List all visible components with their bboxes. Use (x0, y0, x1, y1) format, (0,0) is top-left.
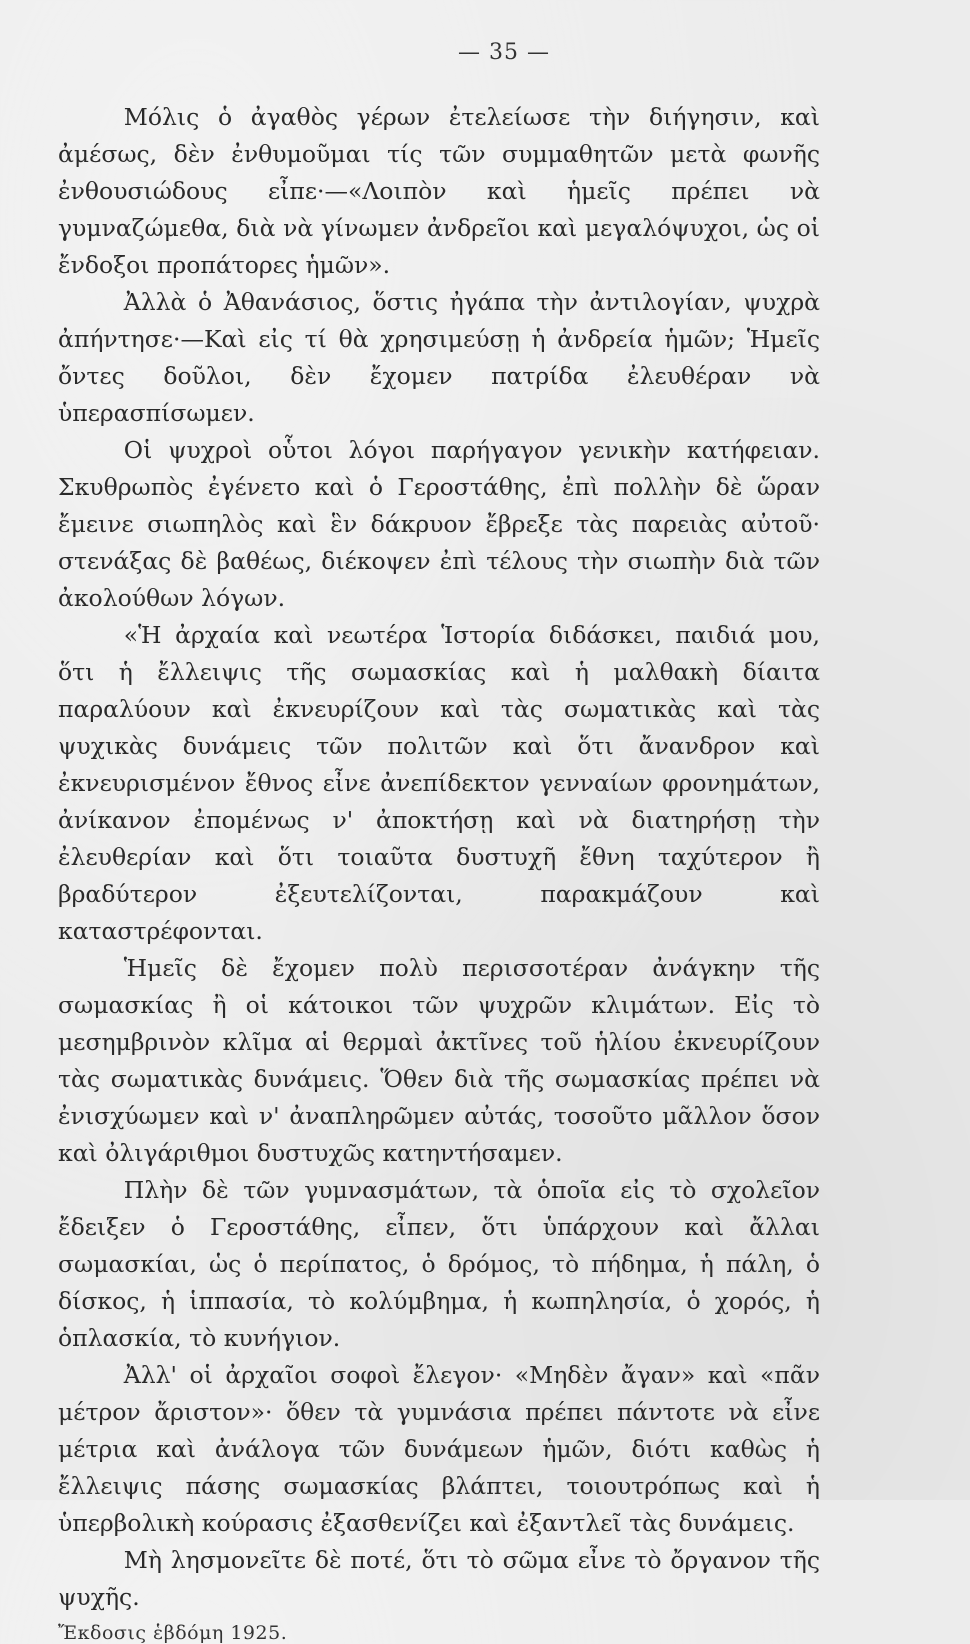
paragraph-6: Πλὴν δὲ τῶν γυμνασμάτων, τὰ ὁποῖα εἰς τὸ σχολεῖον ἔδειξεν ὁ Γεροστάθης, εἶπεν, ὅτι ὑπάρχουν καὶ ἄλλαι σωμασκίαι, ὡς ὁ περίπατος, ὁ δρόμος, τὸ πήδημα, ἡ πάλη, ὁ δίσκος, ἡ ἱππασία, τὸ κολύμβημα, ἡ κωπηλησία, ὁ χορός, ἡ ὁπλασκία, τὸ κυνήγιον. (58, 1176, 820, 1352)
paragraph-4: «Ἡ ἀρχαία καὶ νεωτέρα Ἱστορία διδάσκει, παιδιά μου, ὅτι ἡ ἔλλειψις τῆς σωμασκίας καὶ ἡ μαλθακὴ δίαιτα παραλύουν καὶ ἐκνευρίζουν καὶ τὰς σωματικὰς καὶ τὰς ψυχικὰς δυνάμεις τῶν πολιτῶν καὶ ὅτι ἄνανδρον καὶ ἐκνευρισμένον ἔθνος εἶνε ἀνεπίδεκτον γενναίων φρονημάτων, ἀνίκανον ἐπομένως ν' ἀποκτήσῃ καὶ νὰ διατηρήσῃ τὴν ἐλευθερίαν καὶ ὅτι τοιαῦτα δυστυχῆ ἔθνη ταχύτερον ἢ βραδύτερον ἐξευτελίζονται, παρακμάζουν καὶ καταστρέφονται. (58, 621, 820, 945)
paragraph-8: Μὴ λησμονεῖτε δὲ ποτέ, ὅτι τὸ σῶμα εἶνε τὸ ὄργανον τῆς ψυχῆς. (58, 1546, 820, 1611)
paragraph-3: Οἱ ψυχροὶ οὗτοι λόγοι παρήγαγον γενικὴν κατήφειαν. Σκυθρωπὸς ἐγένετο καὶ ὁ Γεροστάθης, ἐπὶ πολλὴν δὲ ὥραν ἔμεινε σιωπηλὸς καὶ ἓν δάκρυον ἔβρεξε τὰς παρειὰς αὐτοῦ· στενάξας δὲ βαθέως, διέκοψεν ἐπὶ τέλους τὴν σιωπὴν διὰ τῶν ἀκολούθων λόγων. (58, 436, 820, 612)
paragraph-7: Ἀλλ' οἱ ἀρχαῖοι σοφοὶ ἔλεγον· «Μηδὲν ἄγαν» καὶ «πᾶν μέτρον ἄριστον»· ὅθεν τὰ γυμνάσια πρέπει πάντοτε νὰ εἶνε μέτρια καὶ ἀνάλογα τῶν δυνάμεων ἡμῶν, διότι καθὼς ἡ ἔλλειψις πάσης σωμασκίας βλάπτει, τοιουτρόπως καὶ ἡ ὑπερβολικὴ κούρασις ἐξασθενίζει καὶ ἐξαντλεῖ τὰς δυνάμεις. (58, 1361, 820, 1537)
edition-imprint: Ἔκδοσις ἑβδόμη 1925. (58, 1622, 288, 1644)
body-text (58, 99, 820, 1616)
paragraph-5: Ἡμεῖς δὲ ἔχομεν πολὺ περισσοτέραν ἀνάγκην τῆς σωμασκίας ἢ οἱ κάτοικοι τῶν ψυχρῶν κλιμάτων. Εἰς τὸ μεσημβρινὸν κλῖμα αἱ θερμαὶ ἀκτῖνες τοῦ ἡλίου ἐκνευρίζουν τὰς σωματικὰς δυνάμεις. Ὅθεν διὰ τῆς σωμασκίας πρέπει νὰ ἐνισχύωμεν καὶ ν' ἀναπληρῶμεν αὐτάς, τοσοῦτο μᾶλλον ὅσον καὶ ὀλιγάριθμοι δυστυχῶς κατηντήσαμεν. (58, 954, 820, 1167)
paragraph-1: Μόλις ὁ ἀγαθὸς γέρων ἐτελείωσε τὴν διήγησιν, καὶ ἀμέσως, δὲν ἐνθυμοῦμαι τίς τῶν συμμαθητῶν μετὰ φωνῆς ἐνθουσιώδους εἶπε·—«Λοιπὸν καὶ ἡμεῖς πρέπει νὰ γυμναζώμεθα, διὰ νὰ γίνωμεν ἀνδρεῖοι καὶ μεγαλόψυχοι, ὡς οἱ ἔνδοξοι προπάτορες ἡμῶν». (58, 103, 820, 279)
paragraph-2: Ἀλλὰ ὁ Ἀθανάσιος, ὅστις ἠγάπα τὴν ἀντιλογίαν, ψυχρὰ ἀπήντησε·—Καὶ εἰς τί θὰ χρησιμεύσῃ ἡ ἀνδρεία ἡμῶν; Ἡμεῖς ὄντες δοῦλοι, δὲν ἔχομεν πατρίδα ἐλευθέραν νὰ ὑπερασπίσωμεν. (58, 288, 820, 427)
page-number: — 35 — (458, 40, 550, 65)
